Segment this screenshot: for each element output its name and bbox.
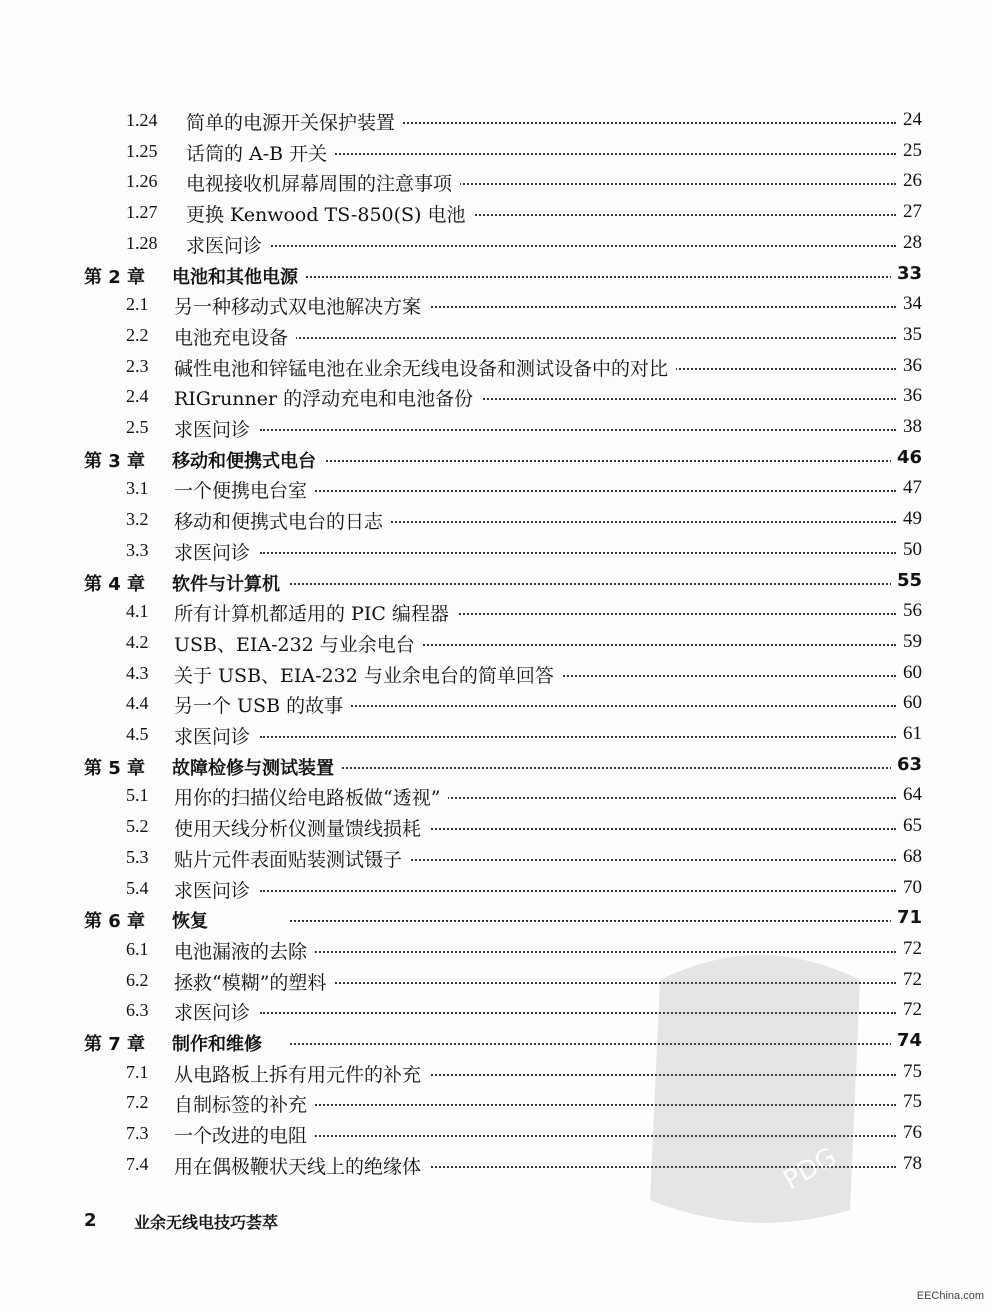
dot-leader — [260, 736, 896, 738]
entry-number: 1.27 — [126, 202, 158, 223]
entry-title: 贴片元件表面贴装测试镊子 — [174, 845, 410, 872]
footer-page-number: 2 — [84, 1210, 97, 1231]
toc-section-entry — [0, 106, 992, 136]
entry-page-number: 75 — [897, 1061, 922, 1083]
toc-section-entry — [0, 229, 992, 259]
toc-section-entry — [0, 874, 992, 904]
entry-page-number: 46 — [891, 447, 922, 468]
dot-leader — [260, 429, 896, 431]
toc-section-entry — [0, 474, 992, 504]
dot-leader — [290, 920, 896, 922]
entry-page-number: 25 — [897, 140, 922, 162]
entry-number: 2.4 — [126, 386, 149, 407]
entry-number: 第 3 章 — [84, 450, 146, 472]
toc-section-entry — [0, 382, 992, 412]
entry-page-number: 59 — [897, 631, 922, 653]
toc-chapter-entry — [0, 904, 992, 934]
entry-title: 用在偶极鞭状天线上的绝缘体 — [174, 1152, 429, 1179]
entry-number: 2.3 — [126, 355, 149, 376]
entry-title: 求医问诊 — [174, 722, 258, 749]
entry-title: 求医问诊 — [174, 998, 258, 1025]
entry-page-number: 78 — [897, 1153, 922, 1175]
entry-number: 6.2 — [126, 969, 149, 990]
entry-title: 话筒的 A-B 开关 — [186, 139, 335, 166]
entry-page-number: 75 — [897, 1091, 922, 1113]
dot-leader — [260, 490, 896, 492]
entry-number: 4.1 — [126, 601, 149, 622]
entry-title: 另一个 USB 的故事 — [174, 691, 351, 718]
entry-number: 3.1 — [126, 478, 149, 499]
entry-title: 求医问诊 — [174, 876, 258, 903]
entry-title: 电池漏液的去除 — [174, 937, 315, 964]
entry-title: 拯救“模糊”的塑料 — [174, 968, 334, 995]
toc-chapter-entry — [0, 751, 992, 781]
entry-page-number: 61 — [897, 723, 922, 745]
entry-page-number: 60 — [897, 692, 922, 714]
dot-leader — [260, 705, 896, 707]
entry-page-number: 34 — [897, 293, 922, 315]
toc-section-entry — [0, 321, 992, 351]
toc-section-entry — [0, 659, 992, 689]
entry-page-number: 35 — [897, 324, 922, 346]
library-stamp — [640, 940, 870, 1230]
entry-title: RIGrunner 的浮动充电和电池备份 — [174, 384, 481, 411]
entry-number: 第 7 章 — [84, 1034, 146, 1055]
entry-title: 用你的扫描仪给电路板做“透视” — [174, 783, 448, 810]
toc-section-entry — [0, 812, 992, 842]
entry-page-number: 72 — [897, 969, 922, 991]
entry-title: 一个便携电台室 — [174, 476, 315, 503]
entry-title: 求医问诊 — [174, 415, 258, 442]
entry-title: 关于 USB、EIA-232 与业余电台的简单回答 — [174, 661, 562, 688]
toc-chapter-entry — [0, 567, 992, 597]
entry-page-number: 24 — [897, 109, 922, 131]
entry-number: 4.3 — [126, 662, 149, 683]
entry-number: 4.5 — [126, 724, 149, 744]
toc-section-entry — [0, 167, 992, 197]
entry-title: 电池充电设备 — [174, 323, 296, 350]
dot-leader — [290, 767, 896, 769]
entry-number: 6.3 — [126, 1000, 149, 1021]
entry-number: 6.1 — [126, 938, 149, 959]
entry-page-number: 26 — [897, 170, 922, 192]
entry-page-number: 76 — [897, 1122, 922, 1144]
toc-section-entry — [0, 781, 992, 811]
entry-title: 电视接收机屏幕周围的注意事项 — [186, 169, 460, 196]
entry-title: 求医问诊 — [186, 231, 270, 258]
toc-section-entry — [0, 628, 992, 658]
entry-title: 从电路板上拆有用元件的补充 — [174, 1060, 429, 1087]
entry-page-number: 36 — [897, 355, 922, 377]
entry-page-number: 65 — [897, 815, 922, 837]
entry-title: 所有计算机都适用的 PIC 编程器 — [174, 599, 457, 626]
watermark-text: EEChina.com — [916, 1290, 984, 1302]
toc-section-entry — [0, 689, 992, 719]
dot-leader — [260, 552, 896, 554]
entry-page-number: 38 — [897, 416, 922, 438]
entry-number: 3.3 — [126, 539, 149, 560]
entry-title: 使用天线分析仪测量馈线损耗 — [174, 814, 429, 841]
toc-section-entry — [0, 597, 992, 627]
toc-section-entry — [0, 505, 992, 535]
entry-title: 软件与计算机 — [172, 570, 288, 596]
toc-section-entry — [0, 290, 992, 320]
entry-number: 7.4 — [126, 1153, 149, 1174]
entry-page-number: 33 — [891, 263, 922, 284]
entry-page-number: 47 — [897, 477, 922, 499]
entry-number: 5.4 — [126, 877, 149, 898]
entry-number: 第 2 章 — [84, 266, 146, 288]
entry-title: 移动和便携式电台的日志 — [174, 507, 391, 534]
entry-page-number: 72 — [897, 999, 922, 1021]
dot-leader — [260, 245, 896, 247]
entry-page-number: 64 — [897, 784, 922, 806]
entry-page-number: 70 — [897, 877, 922, 899]
toc-chapter-entry — [0, 444, 992, 474]
stamp-text: PDG — [778, 1142, 842, 1197]
entry-number: 2.5 — [126, 417, 149, 437]
toc-chapter-entry — [0, 260, 992, 290]
entry-page-number: 60 — [897, 662, 922, 684]
entry-number: 1.26 — [126, 171, 158, 192]
entry-page-number: 68 — [897, 846, 922, 868]
entry-title: 更换 Kenwood TS-850(S) 电池 — [186, 200, 474, 227]
entry-title: 制作和维修 — [172, 1030, 270, 1056]
toc-section-entry — [0, 352, 992, 382]
toc-section-entry — [0, 843, 992, 873]
entry-number: 5.1 — [126, 785, 149, 806]
toc-section-entry — [0, 137, 992, 167]
entry-title: 故障检修与测试装置 — [172, 754, 342, 780]
dot-leader — [260, 337, 896, 339]
entry-page-number: 56 — [897, 600, 922, 622]
entry-title: 电池和其他电源 — [172, 263, 306, 289]
entry-page-number: 72 — [897, 938, 922, 960]
entry-page-number: 27 — [897, 201, 922, 223]
dot-leader — [260, 153, 896, 155]
entry-number: 1.24 — [126, 110, 158, 130]
entry-number: 2.1 — [126, 294, 149, 315]
entry-title: 一个改进的电阻 — [174, 1121, 315, 1148]
entry-number: 第 4 章 — [84, 573, 146, 595]
toc-section-entry — [0, 720, 992, 750]
entry-number: 4.2 — [126, 631, 149, 652]
entry-title: 碱性电池和锌锰电池在业余无线电设备和测试设备中的对比 — [174, 354, 676, 381]
entry-page-number: 71 — [891, 907, 922, 928]
entry-title: 另一种移动式双电池解决方案 — [174, 292, 429, 319]
entry-number: 7.1 — [126, 1061, 149, 1082]
entry-page-number: 36 — [897, 385, 922, 407]
entry-number: 第 6 章 — [84, 911, 146, 933]
entry-page-number: 55 — [891, 570, 922, 591]
dot-leader — [260, 890, 896, 892]
entry-number: 3.2 — [126, 509, 149, 530]
entry-page-number: 74 — [891, 1030, 922, 1051]
entry-title: 恢复 — [172, 907, 216, 933]
entry-title: USB、EIA-232 与业余电台 — [174, 630, 423, 657]
dot-leader — [290, 460, 896, 462]
entry-number: 第 5 章 — [84, 757, 146, 779]
entry-number: 1.25 — [126, 140, 158, 161]
toc-section-entry — [0, 413, 992, 443]
entry-number: 7.3 — [126, 1123, 149, 1144]
entry-number: 7.2 — [126, 1092, 149, 1113]
entry-number: 2.2 — [126, 324, 149, 345]
entry-title: 移动和便携式电台 — [172, 447, 324, 473]
entry-number: 1.28 — [126, 232, 158, 253]
entry-page-number: 49 — [897, 508, 922, 530]
entry-number: 5.3 — [126, 846, 149, 867]
entry-page-number: 63 — [891, 754, 922, 775]
footer-book-title: 业余无线电技巧荟萃 — [134, 1213, 279, 1232]
entry-number: 5.2 — [126, 816, 149, 837]
toc-section-entry — [0, 536, 992, 566]
dot-leader — [290, 583, 896, 585]
toc-section-entry — [0, 198, 992, 228]
entry-number: 4.4 — [126, 693, 149, 714]
entry-page-number: 28 — [897, 232, 922, 254]
dot-leader — [290, 276, 896, 278]
entry-title: 求医问诊 — [174, 538, 258, 565]
entry-page-number: 50 — [897, 539, 922, 561]
entry-title: 自制标签的补充 — [174, 1090, 315, 1117]
entry-title: 简单的电源开关保护装置 — [186, 108, 403, 135]
